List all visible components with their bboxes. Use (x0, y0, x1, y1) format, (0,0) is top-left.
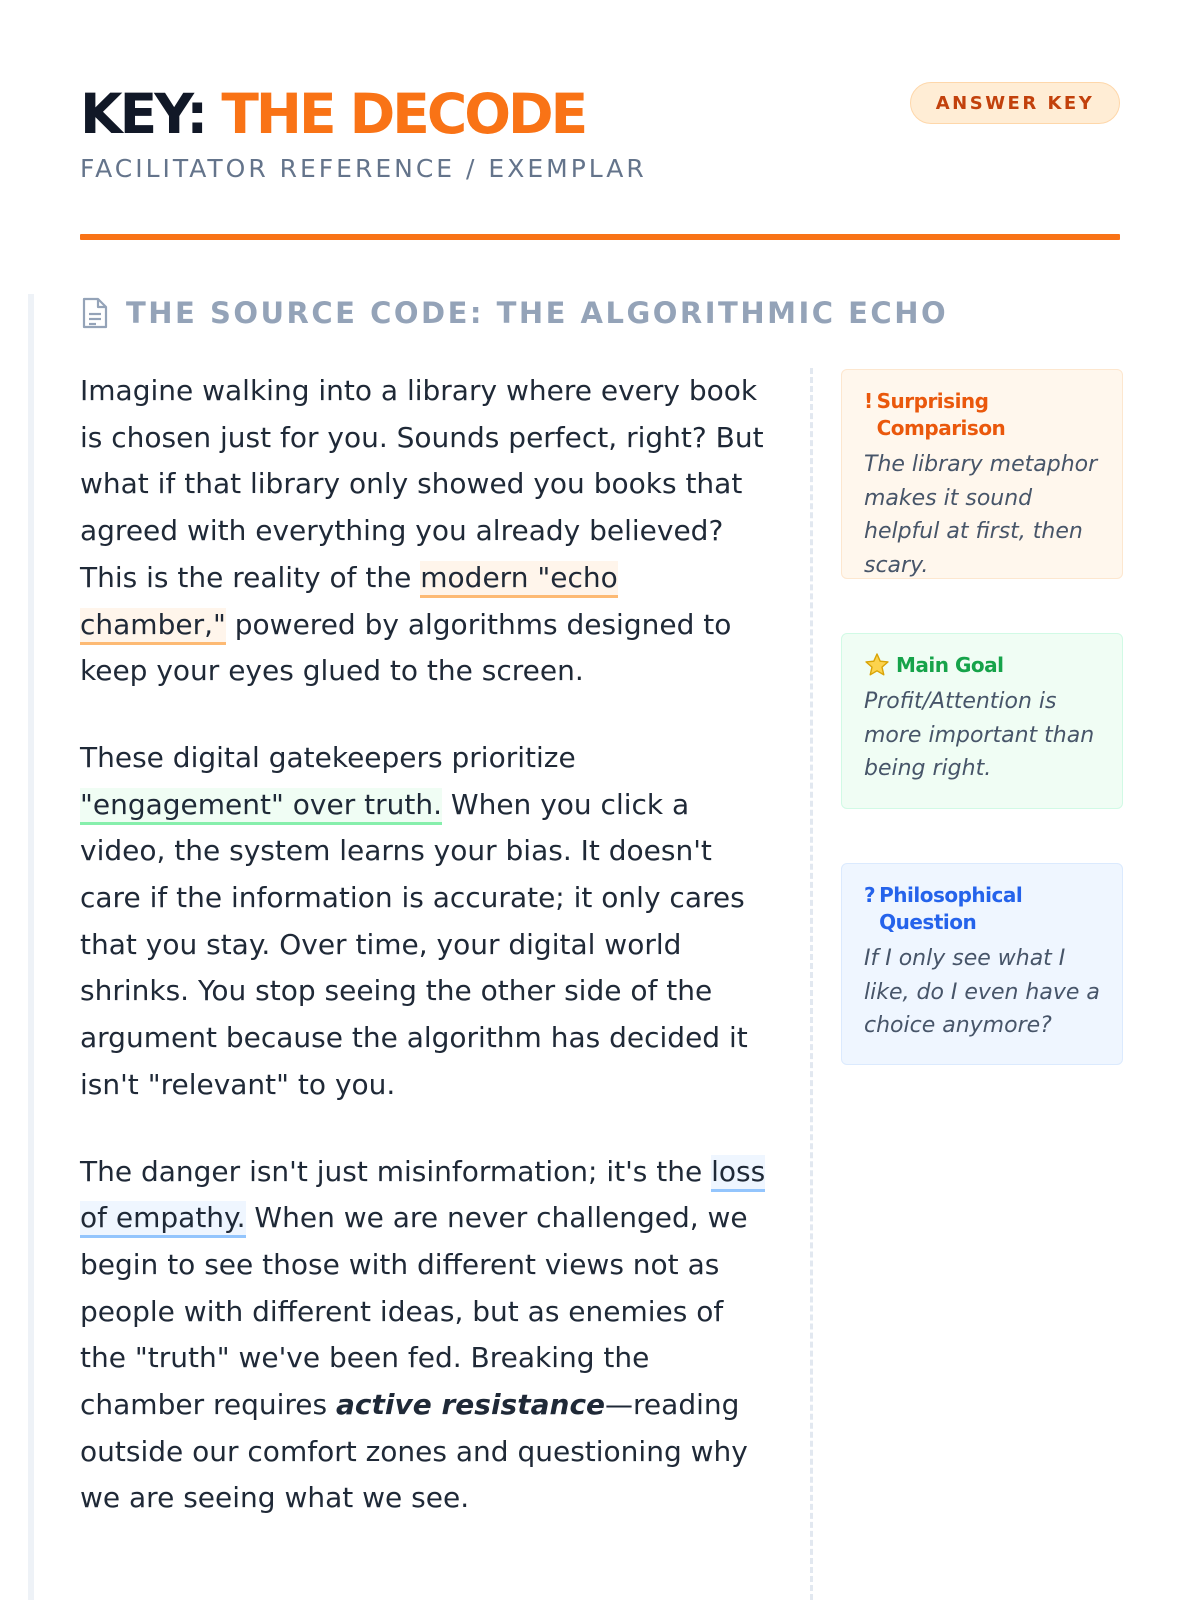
question-icon: ? (864, 883, 876, 907)
header-divider (80, 234, 1120, 240)
section-heading (80, 296, 948, 330)
p3-text-middle: When we are never challenged, we begin to see those with different views not as people with different ideas, but as enemies of the "truth" we've been fed. Breaking the chamber requires (80, 1201, 748, 1422)
note-title: Philosophical Question (879, 883, 1023, 934)
p3-text-before: The danger isn't just misinformation; it's the (80, 1154, 712, 1188)
exclamation-icon: ! (864, 389, 873, 413)
highlight-loss-of-empathy: loss of empathy. (80, 1155, 765, 1239)
answer-key-badge: ANSWER KEY (910, 82, 1120, 124)
note-surprising-comparison (841, 369, 1123, 579)
note-header (864, 882, 1102, 936)
highlight-echo-chamber: modern "echo chamber," (80, 561, 618, 645)
p1-text-before: Imagine walking into a library where every book is chosen just for you. Sounds perfect, right? But what if that library only showed you books that agreed with everything you already believed? This is the reality of the (80, 374, 764, 594)
note-body: The library metaphor makes it sound helpful at first, then scary. (864, 452, 1098, 578)
note-header (864, 388, 1102, 442)
page-subtitle: FACILITATOR REFERENCE / EXEMPLAR (80, 154, 647, 183)
page-header (80, 82, 1120, 183)
emphasis-active-resistance: active resistance (336, 1388, 606, 1422)
source-passage (80, 368, 770, 1562)
column-divider (810, 368, 813, 1600)
note-body: If I only see what I like, do I even have a choice anymore? (864, 946, 1100, 1038)
passage-paragraph-2 (80, 735, 770, 1109)
note-title: Surprising Comparison (876, 389, 1006, 440)
section-title: THE SOURCE CODE: THE ALGORITHMIC ECHO (126, 296, 949, 330)
p1-text-after: powered by algorithms designed to keep your eyes glued to the screen. (80, 607, 732, 688)
section-left-border (28, 294, 34, 1600)
note-body: Profit/Attention is more important than being right. (864, 689, 1095, 781)
highlight-engagement: "engagement" over truth. (80, 788, 442, 825)
note-title: Main Goal (896, 653, 1004, 677)
passage-paragraph-1 (80, 368, 770, 695)
note-philosophical-question (841, 863, 1123, 1065)
p3-text-after: —reading outside our comfort zones and questioning why we are seeing what we see. (80, 1388, 748, 1515)
passage-paragraph-3 (80, 1149, 770, 1523)
note-header (864, 652, 1102, 679)
star-icon (864, 652, 890, 678)
title-prefix: KEY: (80, 82, 206, 146)
title-accent: THE DECODE (221, 82, 586, 146)
note-main-goal (841, 633, 1123, 809)
p2-text-after: When you click a video, the system learns your bias. It doesn't care if the information is accurate; it only cares that you stay. Over time, your digital world shrinks. You stop seeing the other side of the argument because the algorithm has decided it isn't "relevant" to you. (80, 787, 748, 1101)
document-icon (80, 296, 110, 330)
p2-text-before: These digital gatekeepers prioritize (80, 740, 576, 774)
